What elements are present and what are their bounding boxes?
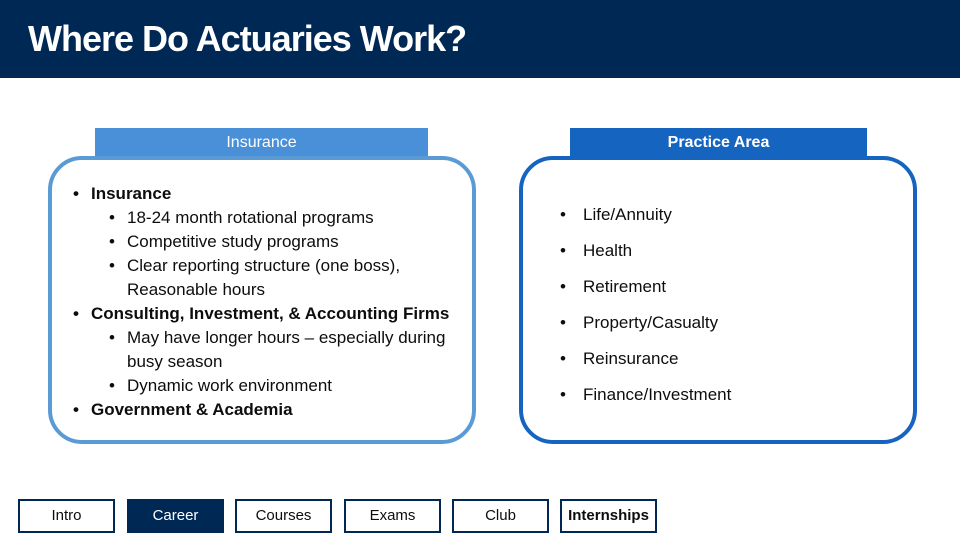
- nav-button-internships[interactable]: Internships: [560, 499, 657, 533]
- list-item: [66, 374, 466, 398]
- nav-button-courses[interactable]: Courses: [235, 499, 332, 533]
- list-item: [558, 203, 888, 227]
- bullet-icon: •: [109, 256, 115, 275]
- list-item-label: Government & Academia: [91, 400, 293, 419]
- list-item-label: May have longer hours – especially during busy season: [127, 328, 446, 371]
- bullet-icon: •: [560, 385, 566, 404]
- list-item: [558, 383, 888, 407]
- list-item-label: Life/Annuity: [583, 205, 672, 224]
- list-item-label: Dynamic work environment: [127, 376, 333, 395]
- practice-area-list: [558, 203, 888, 419]
- slide-title: Where Do Actuaries Work?: [28, 18, 467, 59]
- list-item: [66, 254, 466, 302]
- employer-list: [66, 182, 466, 422]
- bullet-icon: •: [560, 205, 566, 224]
- bullet-icon: •: [109, 376, 115, 395]
- list-item: [66, 302, 466, 326]
- nav-button-intro[interactable]: Intro: [18, 499, 115, 533]
- nav-button-career[interactable]: Career: [127, 499, 224, 533]
- list-item-label: Consulting, Investment, & Accounting Firms: [91, 304, 450, 323]
- practice-area-panel-header: Practice Area: [570, 128, 867, 158]
- list-item: [66, 230, 466, 254]
- list-item: [66, 182, 466, 206]
- list-item-label: Health: [583, 241, 633, 260]
- bullet-icon: •: [560, 241, 566, 260]
- list-item-label: Competitive study programs: [127, 232, 339, 251]
- list-item-label: Insurance: [91, 184, 172, 203]
- bullet-icon: •: [560, 277, 566, 296]
- list-item-label: Reinsurance: [583, 349, 679, 368]
- list-item-label: Clear reporting structure (one boss), Reasonable hours: [127, 256, 401, 299]
- list-item-label: Property/Casualty: [583, 313, 719, 332]
- list-item: [558, 275, 888, 299]
- list-item-label: 18-24 month rotational programs: [127, 208, 374, 227]
- bullet-icon: •: [109, 208, 115, 227]
- bullet-icon: •: [560, 313, 566, 332]
- list-item: [558, 347, 888, 371]
- bullet-icon: •: [73, 304, 79, 323]
- list-item: [558, 311, 888, 335]
- bullet-icon: •: [560, 349, 566, 368]
- list-item-label: Retirement: [583, 277, 667, 296]
- nav-button-club[interactable]: Club: [452, 499, 549, 533]
- bullet-icon: •: [73, 400, 79, 419]
- bullet-icon: •: [109, 328, 115, 347]
- bullet-icon: •: [73, 184, 79, 203]
- bullet-icon: •: [109, 232, 115, 251]
- insurance-panel-header: Insurance: [95, 128, 428, 158]
- list-item: [66, 326, 466, 374]
- list-item: [66, 206, 466, 230]
- list-item: [558, 239, 888, 263]
- list-item: [66, 398, 466, 422]
- nav-button-exams[interactable]: Exams: [344, 499, 441, 533]
- list-item-label: Finance/Investment: [583, 385, 732, 404]
- title-bar: [0, 0, 960, 78]
